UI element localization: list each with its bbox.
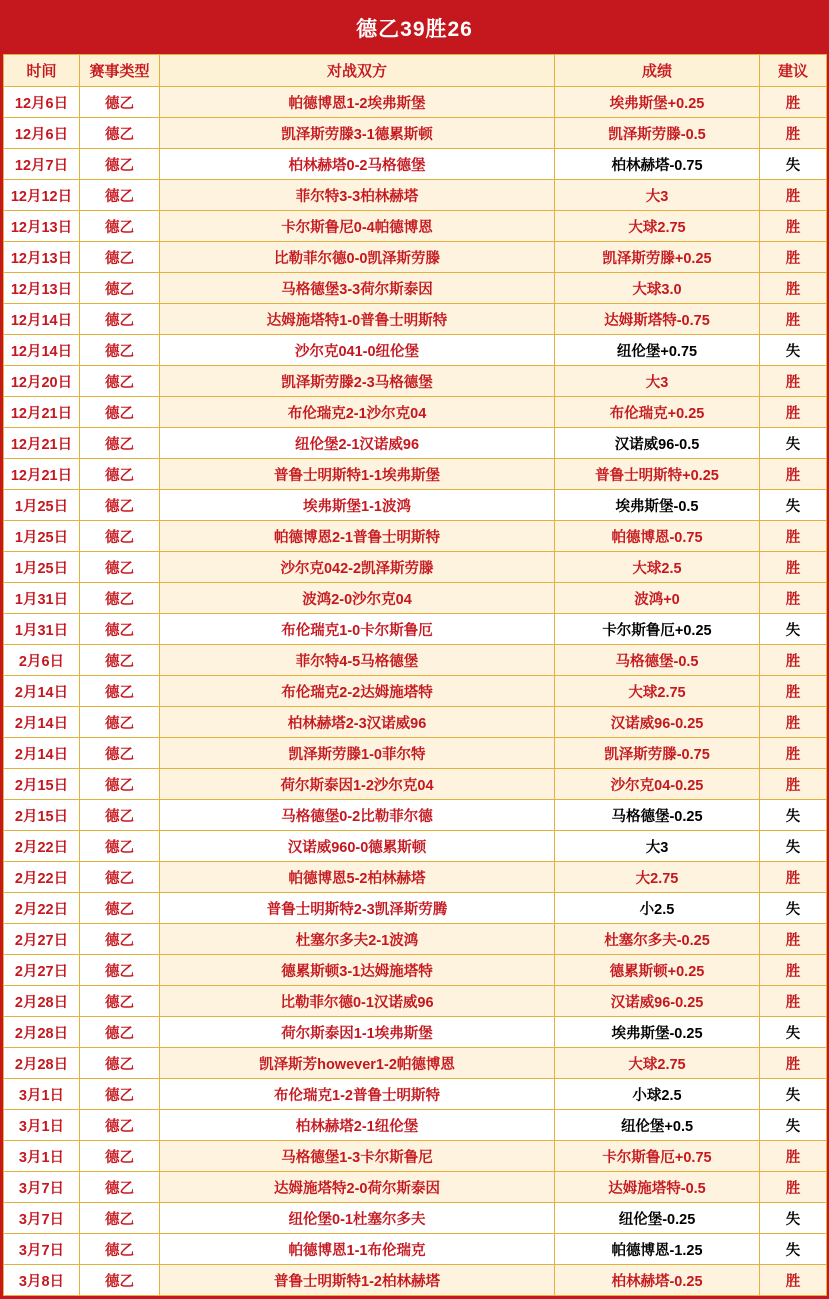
cell-time: 12月12日 (4, 180, 80, 211)
cell-match: 纽伦堡2-1汉诺威96 (160, 428, 555, 459)
cell-result: 凯泽斯劳滕-0.75 (555, 738, 760, 769)
table-row (4, 1141, 827, 1172)
cell-type: 德乙 (80, 614, 160, 645)
cell-match: 比勒菲尔德0-1汉诺威96 (160, 986, 555, 1017)
cell-result: 帕德博恩-1.25 (555, 1234, 760, 1265)
table-row (4, 366, 827, 397)
cell-result: 达姆施塔特-0.5 (555, 1172, 760, 1203)
cell-advice: 胜 (760, 180, 827, 211)
cell-type: 德乙 (80, 180, 160, 211)
cell-match: 凯泽斯芳however1-2帕德博恩 (160, 1048, 555, 1079)
cell-time: 12月14日 (4, 304, 80, 335)
cell-result: 小球2.5 (555, 1079, 760, 1110)
cell-match: 布伦瑞克2-2达姆施塔特 (160, 676, 555, 707)
cell-advice: 胜 (760, 304, 827, 335)
cell-time: 1月31日 (4, 614, 80, 645)
cell-match: 沙尔克042-2凯泽斯劳滕 (160, 552, 555, 583)
cell-result: 杜塞尔多夫-0.25 (555, 924, 760, 955)
cell-type: 德乙 (80, 769, 160, 800)
cell-match: 帕德博恩5-2柏林赫塔 (160, 862, 555, 893)
cell-time: 2月28日 (4, 1017, 80, 1048)
cell-match: 德累斯顿3-1达姆施塔特 (160, 955, 555, 986)
cell-match: 布伦瑞克1-2普鲁士明斯特 (160, 1079, 555, 1110)
cell-time: 1月31日 (4, 583, 80, 614)
cell-type: 德乙 (80, 149, 160, 180)
cell-result: 马格德堡-0.25 (555, 800, 760, 831)
cell-match: 菲尔特3-3柏林赫塔 (160, 180, 555, 211)
table-row (4, 459, 827, 490)
column-header-type: 赛事类型 (80, 55, 160, 87)
cell-time: 2月6日 (4, 645, 80, 676)
cell-result: 马格德堡-0.5 (555, 645, 760, 676)
cell-advice: 失 (760, 614, 827, 645)
cell-time: 1月25日 (4, 552, 80, 583)
table-row (4, 645, 827, 676)
cell-type: 德乙 (80, 87, 160, 118)
column-header-time: 时间 (4, 55, 80, 87)
cell-time: 2月14日 (4, 707, 80, 738)
table-row (4, 1265, 827, 1296)
cell-match: 波鸿2-0沙尔克04 (160, 583, 555, 614)
cell-advice: 失 (760, 800, 827, 831)
table-row (4, 986, 827, 1017)
cell-time: 2月14日 (4, 738, 80, 769)
cell-match: 荷尔斯泰因1-2沙尔克04 (160, 769, 555, 800)
cell-result: 大球2.5 (555, 552, 760, 583)
cell-type: 德乙 (80, 986, 160, 1017)
cell-result: 柏林赫塔-0.75 (555, 149, 760, 180)
cell-advice: 胜 (760, 118, 827, 149)
cell-match: 比勒菲尔德0-0凯泽斯劳滕 (160, 242, 555, 273)
table-row (4, 397, 827, 428)
cell-match: 布伦瑞克1-0卡尔斯鲁厄 (160, 614, 555, 645)
cell-type: 德乙 (80, 1079, 160, 1110)
cell-advice: 胜 (760, 676, 827, 707)
cell-time: 12月13日 (4, 211, 80, 242)
table-row (4, 831, 827, 862)
cell-type: 德乙 (80, 1203, 160, 1234)
cell-time: 1月25日 (4, 521, 80, 552)
cell-advice: 胜 (760, 1048, 827, 1079)
cell-match: 布伦瑞克2-1沙尔克04 (160, 397, 555, 428)
cell-advice: 失 (760, 893, 827, 924)
cell-type: 德乙 (80, 707, 160, 738)
cell-advice: 胜 (760, 862, 827, 893)
table-row (4, 1172, 827, 1203)
table-row (4, 87, 827, 118)
cell-result: 普鲁士明斯特+0.25 (555, 459, 760, 490)
cell-type: 德乙 (80, 366, 160, 397)
cell-result: 大3 (555, 366, 760, 397)
cell-type: 德乙 (80, 397, 160, 428)
cell-advice: 胜 (760, 459, 827, 490)
cell-type: 德乙 (80, 273, 160, 304)
table-row (4, 1234, 827, 1265)
cell-time: 2月22日 (4, 862, 80, 893)
cell-match: 纽伦堡0-1杜塞尔多夫 (160, 1203, 555, 1234)
cell-advice: 失 (760, 490, 827, 521)
table-header-row (4, 55, 827, 87)
cell-type: 德乙 (80, 1017, 160, 1048)
cell-match: 凯泽斯劳滕2-3马格德堡 (160, 366, 555, 397)
cell-match: 马格德堡1-3卡尔斯鲁尼 (160, 1141, 555, 1172)
cell-match: 柏林赫塔2-1纽伦堡 (160, 1110, 555, 1141)
table-row (4, 707, 827, 738)
cell-time: 12月21日 (4, 459, 80, 490)
cell-result: 埃弗斯堡-0.5 (555, 490, 760, 521)
cell-time: 2月22日 (4, 893, 80, 924)
table-row (4, 924, 827, 955)
cell-match: 沙尔克041-0纽伦堡 (160, 335, 555, 366)
cell-time: 12月20日 (4, 366, 80, 397)
table-row (4, 769, 827, 800)
cell-advice: 胜 (760, 273, 827, 304)
cell-result: 大球2.75 (555, 676, 760, 707)
table-row (4, 1048, 827, 1079)
cell-type: 德乙 (80, 893, 160, 924)
cell-time: 3月7日 (4, 1172, 80, 1203)
cell-advice: 胜 (760, 1172, 827, 1203)
cell-result: 凯泽斯劳滕-0.5 (555, 118, 760, 149)
table-body (4, 87, 827, 1296)
cell-advice: 失 (760, 1234, 827, 1265)
cell-advice: 胜 (760, 924, 827, 955)
cell-match: 达姆施塔特2-0荷尔斯泰因 (160, 1172, 555, 1203)
cell-advice: 失 (760, 1203, 827, 1234)
cell-match: 凯泽斯劳滕1-0菲尔特 (160, 738, 555, 769)
cell-type: 德乙 (80, 800, 160, 831)
cell-advice: 胜 (760, 366, 827, 397)
cell-advice: 失 (760, 335, 827, 366)
cell-match: 普鲁士明斯特2-3凯泽斯劳腾 (160, 893, 555, 924)
cell-type: 德乙 (80, 1141, 160, 1172)
cell-type: 德乙 (80, 459, 160, 490)
cell-type: 德乙 (80, 676, 160, 707)
table-row (4, 1203, 827, 1234)
cell-result: 大球3.0 (555, 273, 760, 304)
table-row (4, 273, 827, 304)
cell-advice: 胜 (760, 769, 827, 800)
cell-result: 大球2.75 (555, 211, 760, 242)
cell-time: 12月7日 (4, 149, 80, 180)
cell-advice: 胜 (760, 211, 827, 242)
cell-result: 汉诺威96-0.5 (555, 428, 760, 459)
cell-result: 埃弗斯堡+0.25 (555, 87, 760, 118)
table-row (4, 676, 827, 707)
table-row (4, 242, 827, 273)
cell-match: 荷尔斯泰因1-1埃弗斯堡 (160, 1017, 555, 1048)
cell-result: 汉诺威96-0.25 (555, 986, 760, 1017)
cell-match: 卡尔斯鲁尼0-4帕德博恩 (160, 211, 555, 242)
cell-result: 达姆斯塔特-0.75 (555, 304, 760, 335)
cell-type: 德乙 (80, 335, 160, 366)
cell-result: 波鸿+0 (555, 583, 760, 614)
table-row (4, 1079, 827, 1110)
table-row (4, 738, 827, 769)
cell-advice: 失 (760, 149, 827, 180)
cell-advice: 胜 (760, 87, 827, 118)
cell-time: 12月14日 (4, 335, 80, 366)
table-row (4, 1110, 827, 1141)
cell-type: 德乙 (80, 831, 160, 862)
cell-result: 德累斯顿+0.25 (555, 955, 760, 986)
cell-result: 帕德博恩-0.75 (555, 521, 760, 552)
cell-time: 2月14日 (4, 676, 80, 707)
cell-time: 2月27日 (4, 955, 80, 986)
cell-result: 汉诺威96-0.25 (555, 707, 760, 738)
cell-type: 德乙 (80, 1048, 160, 1079)
cell-advice: 胜 (760, 738, 827, 769)
cell-time: 2月15日 (4, 769, 80, 800)
table-row (4, 614, 827, 645)
cell-advice: 胜 (760, 552, 827, 583)
cell-advice: 胜 (760, 1141, 827, 1172)
cell-type: 德乙 (80, 552, 160, 583)
cell-advice: 胜 (760, 986, 827, 1017)
cell-time: 2月27日 (4, 924, 80, 955)
table-row (4, 118, 827, 149)
cell-match: 埃弗斯堡1-1波鸿 (160, 490, 555, 521)
cell-type: 德乙 (80, 862, 160, 893)
cell-time: 12月13日 (4, 242, 80, 273)
cell-type: 德乙 (80, 490, 160, 521)
cell-result: 凯泽斯劳滕+0.25 (555, 242, 760, 273)
table-row (4, 862, 827, 893)
column-header-result: 成绩 (555, 55, 760, 87)
cell-result: 大3 (555, 831, 760, 862)
cell-time: 3月8日 (4, 1265, 80, 1296)
cell-type: 德乙 (80, 428, 160, 459)
cell-result: 大球2.75 (555, 1048, 760, 1079)
table-row (4, 552, 827, 583)
cell-match: 菲尔特4-5马格德堡 (160, 645, 555, 676)
cell-result: 纽伦堡+0.5 (555, 1110, 760, 1141)
cell-match: 普鲁士明斯特1-1埃弗斯堡 (160, 459, 555, 490)
table-row (4, 180, 827, 211)
cell-time: 12月6日 (4, 87, 80, 118)
table-row (4, 490, 827, 521)
cell-time: 12月6日 (4, 118, 80, 149)
cell-time: 2月28日 (4, 1048, 80, 1079)
cell-time: 3月1日 (4, 1079, 80, 1110)
cell-match: 杜塞尔多夫2-1波鸿 (160, 924, 555, 955)
cell-type: 德乙 (80, 1172, 160, 1203)
cell-type: 德乙 (80, 645, 160, 676)
table-row (4, 583, 827, 614)
table-row (4, 211, 827, 242)
cell-result: 小2.5 (555, 893, 760, 924)
cell-time: 2月28日 (4, 986, 80, 1017)
cell-time: 3月1日 (4, 1141, 80, 1172)
cell-time: 12月13日 (4, 273, 80, 304)
cell-advice: 失 (760, 1079, 827, 1110)
cell-advice: 失 (760, 428, 827, 459)
cell-result: 大3 (555, 180, 760, 211)
cell-result: 柏林赫塔-0.25 (555, 1265, 760, 1296)
cell-type: 德乙 (80, 521, 160, 552)
cell-time: 1月25日 (4, 490, 80, 521)
cell-type: 德乙 (80, 211, 160, 242)
cell-result: 埃弗斯堡-0.25 (555, 1017, 760, 1048)
cell-type: 德乙 (80, 242, 160, 273)
cell-match: 汉诺威960-0德累斯顿 (160, 831, 555, 862)
cell-advice: 胜 (760, 242, 827, 273)
cell-result: 沙尔克04-0.25 (555, 769, 760, 800)
cell-advice: 胜 (760, 583, 827, 614)
cell-type: 德乙 (80, 583, 160, 614)
column-header-match: 对战双方 (160, 55, 555, 87)
cell-type: 德乙 (80, 1265, 160, 1296)
cell-result: 纽伦堡-0.25 (555, 1203, 760, 1234)
cell-advice: 胜 (760, 1265, 827, 1296)
cell-match: 达姆施塔特1-0普鲁士明斯特 (160, 304, 555, 335)
table-row (4, 304, 827, 335)
table-row (4, 428, 827, 459)
cell-advice: 失 (760, 1110, 827, 1141)
cell-match: 帕德博恩1-2埃弗斯堡 (160, 87, 555, 118)
cell-advice: 胜 (760, 955, 827, 986)
cell-type: 德乙 (80, 118, 160, 149)
cell-match: 普鲁士明斯特1-2柏林赫塔 (160, 1265, 555, 1296)
cell-time: 12月21日 (4, 428, 80, 459)
cell-time: 12月21日 (4, 397, 80, 428)
cell-type: 德乙 (80, 304, 160, 335)
cell-time: 3月7日 (4, 1203, 80, 1234)
cell-advice: 胜 (760, 645, 827, 676)
cell-result: 卡尔斯鲁厄+0.25 (555, 614, 760, 645)
results-table (3, 54, 827, 1296)
cell-advice: 胜 (760, 707, 827, 738)
cell-type: 德乙 (80, 1110, 160, 1141)
table-row (4, 893, 827, 924)
table-row (4, 955, 827, 986)
cell-match: 马格德堡3-3荷尔斯泰因 (160, 273, 555, 304)
cell-time: 2月15日 (4, 800, 80, 831)
cell-time: 2月22日 (4, 831, 80, 862)
cell-result: 纽伦堡+0.75 (555, 335, 760, 366)
cell-type: 德乙 (80, 1234, 160, 1265)
cell-type: 德乙 (80, 955, 160, 986)
cell-result: 卡尔斯鲁厄+0.75 (555, 1141, 760, 1172)
cell-result: 布伦瑞克+0.25 (555, 397, 760, 428)
cell-advice: 失 (760, 831, 827, 862)
cell-match: 柏林赫塔2-3汉诺威96 (160, 707, 555, 738)
page-title: 德乙39胜26 (3, 3, 826, 54)
cell-match: 帕德博恩1-1布伦瑞克 (160, 1234, 555, 1265)
cell-advice: 胜 (760, 397, 827, 428)
cell-advice: 胜 (760, 521, 827, 552)
cell-match: 柏林赫塔0-2马格德堡 (160, 149, 555, 180)
cell-type: 德乙 (80, 738, 160, 769)
cell-time: 3月7日 (4, 1234, 80, 1265)
cell-advice: 失 (760, 1017, 827, 1048)
table-row (4, 1017, 827, 1048)
cell-match: 马格德堡0-2比勒菲尔德 (160, 800, 555, 831)
cell-match: 凯泽斯劳滕3-1德累斯顿 (160, 118, 555, 149)
cell-result: 大2.75 (555, 862, 760, 893)
cell-match: 帕德博恩2-1普鲁士明斯特 (160, 521, 555, 552)
table-row (4, 800, 827, 831)
cell-type: 德乙 (80, 924, 160, 955)
table-row (4, 521, 827, 552)
table-row (4, 149, 827, 180)
cell-time: 3月1日 (4, 1110, 80, 1141)
table-row (4, 335, 827, 366)
column-header-advice: 建议 (760, 55, 827, 87)
